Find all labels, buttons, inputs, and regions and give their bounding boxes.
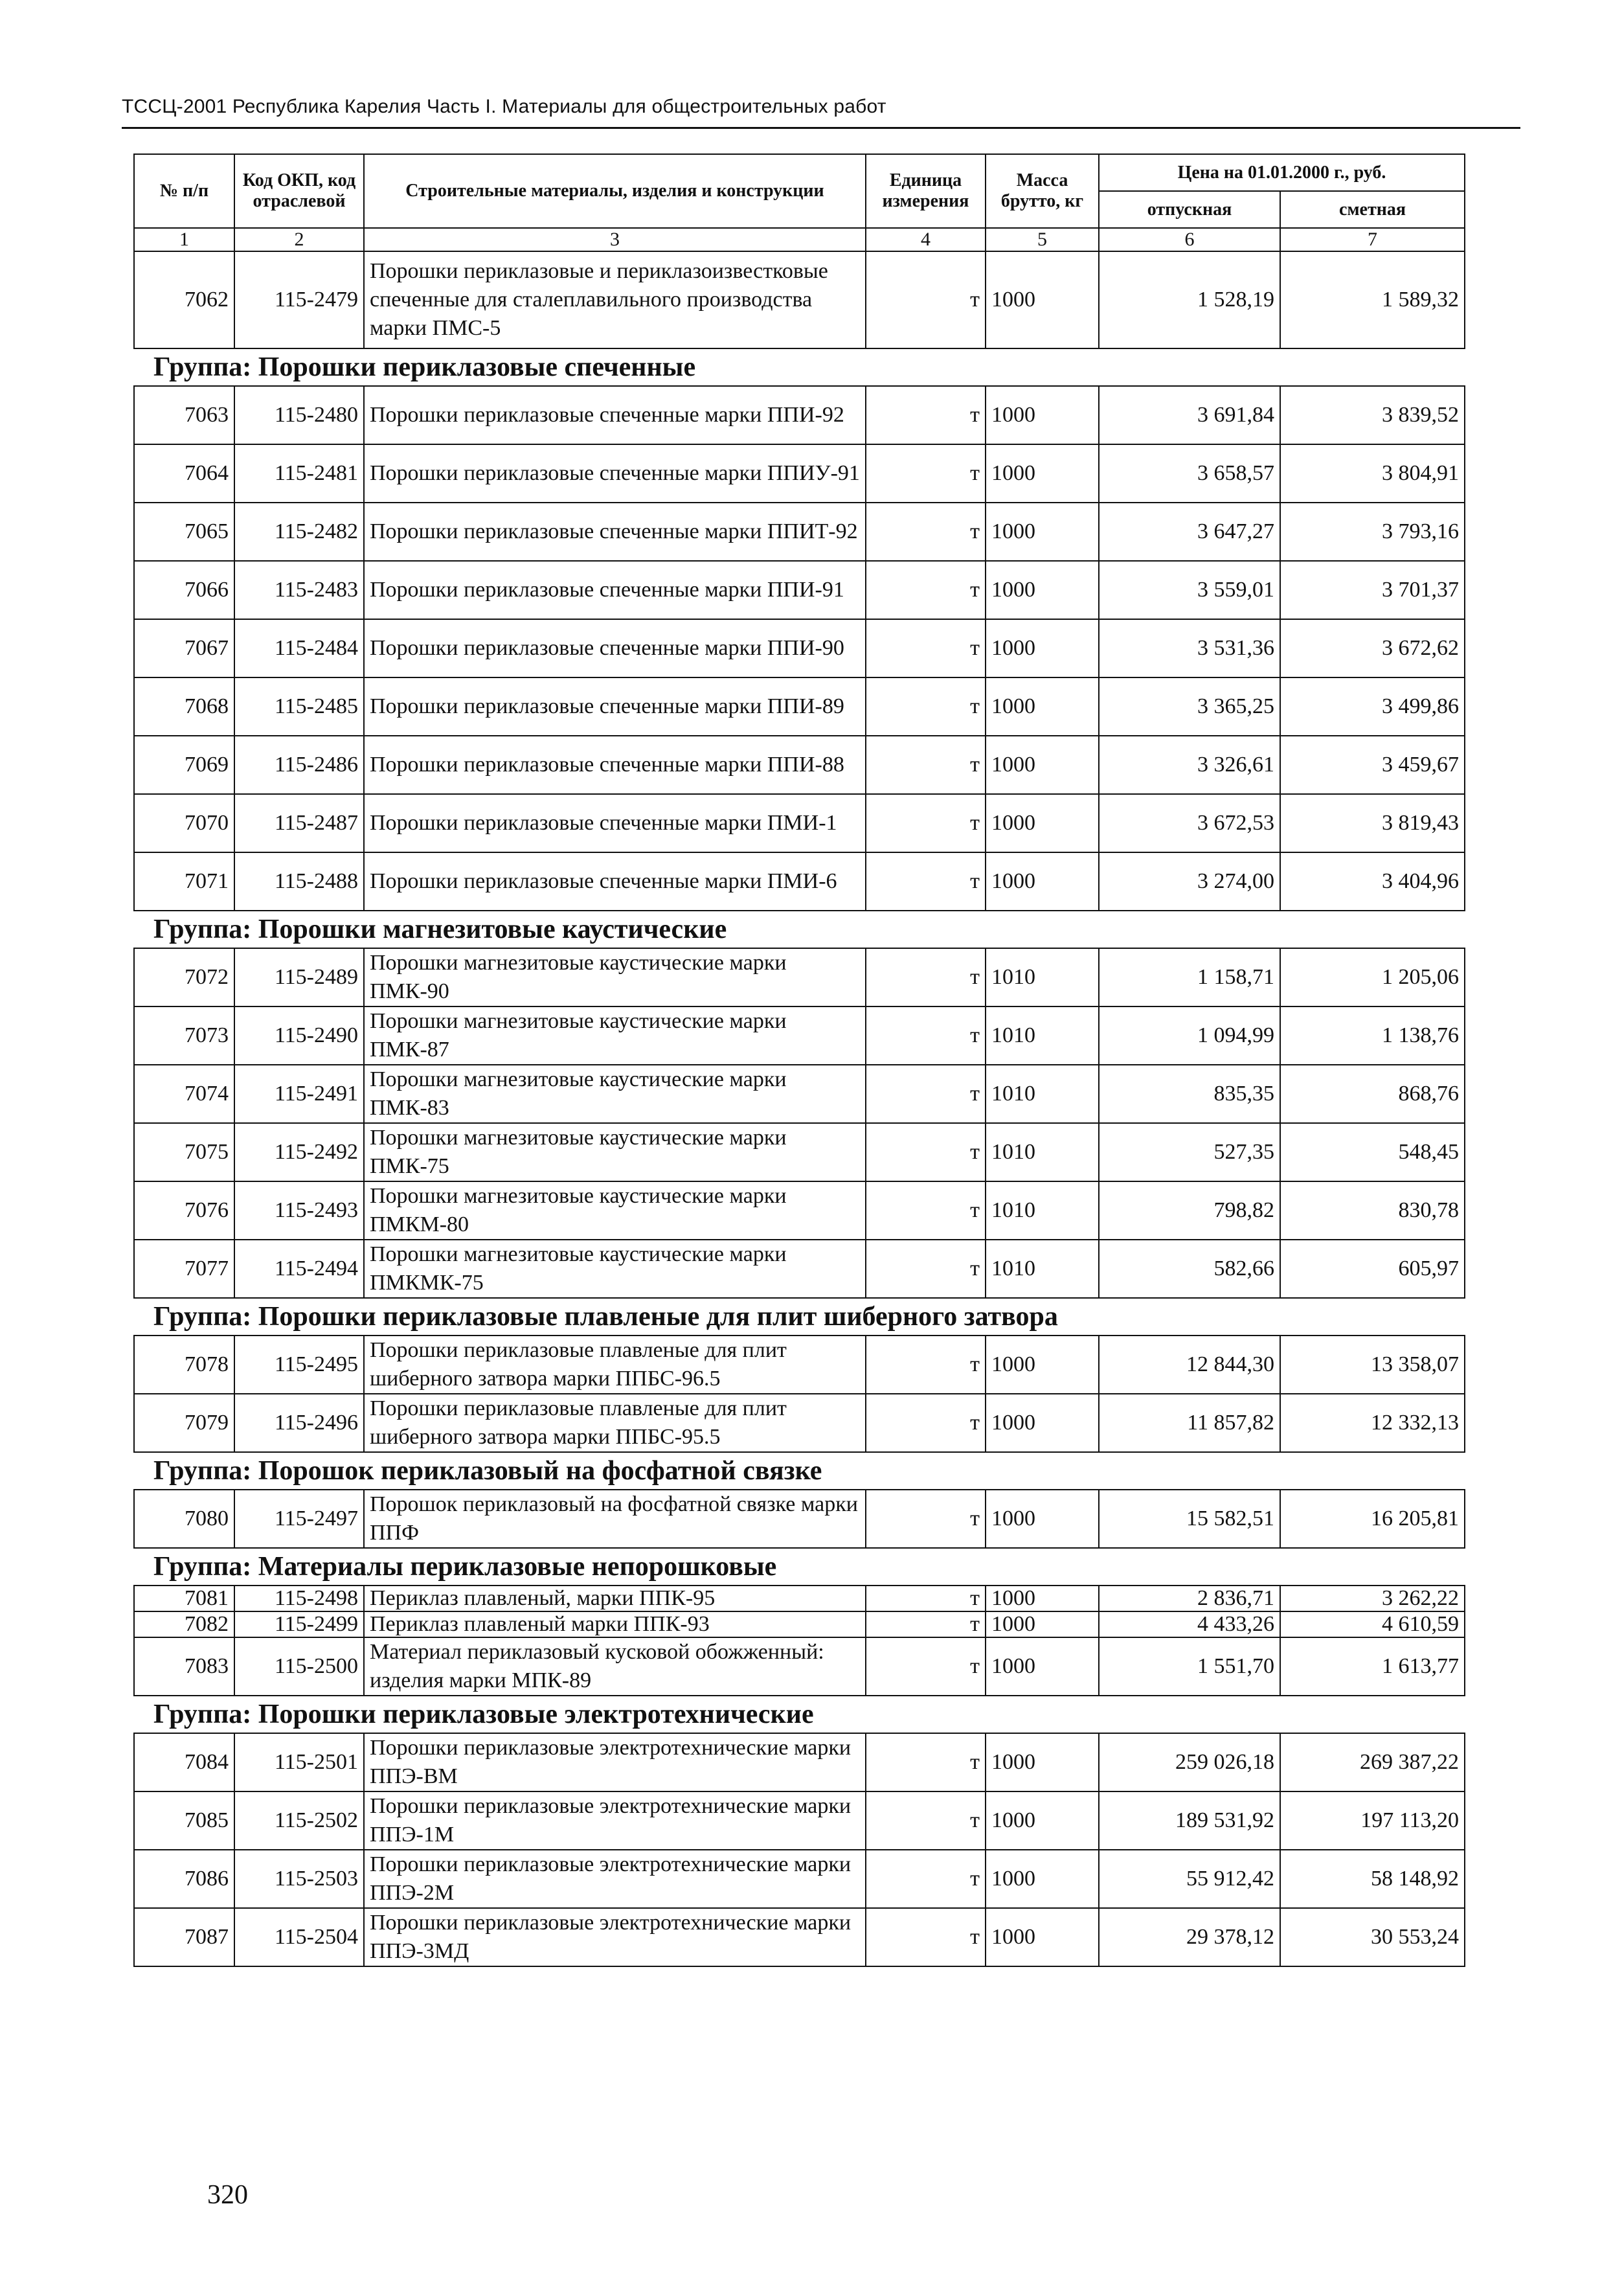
unit: т [866, 736, 986, 794]
gross-mass: 1000 [986, 619, 1099, 677]
gross-mass: 1000 [986, 1791, 1099, 1850]
header-name: Строительные материалы, изделия и конструкции [364, 154, 866, 228]
column-number: 5 [986, 228, 1099, 251]
okp-code: 115-2494 [234, 1240, 364, 1298]
gross-mass: 1000 [986, 444, 1099, 503]
column-number: 2 [234, 228, 364, 251]
price-release: 3 559,01 [1099, 561, 1280, 619]
price-release: 1 551,70 [1099, 1637, 1280, 1696]
price-estimate: 13 358,07 [1280, 1336, 1465, 1394]
okp-code: 115-2497 [234, 1490, 364, 1548]
okp-code: 115-2491 [234, 1065, 364, 1123]
price-release: 4 433,26 [1099, 1611, 1280, 1637]
okp-code: 115-2484 [234, 619, 364, 677]
row-number: 7069 [134, 736, 234, 794]
table-row [134, 1791, 1465, 1850]
column-number: 3 [364, 228, 866, 251]
price-estimate: 3 701,37 [1280, 561, 1465, 619]
row-number: 7075 [134, 1123, 234, 1181]
price-release: 3 647,27 [1099, 503, 1280, 561]
material-name: Порошки периклазовые спеченные марки ППИ-88 [364, 736, 866, 794]
gross-mass: 1000 [986, 852, 1099, 911]
row-number: 7064 [134, 444, 234, 503]
row-number: 7065 [134, 503, 234, 561]
table-row [134, 1637, 1465, 1696]
row-number: 7062 [134, 251, 234, 348]
group-row [134, 1452, 1465, 1490]
header-rule [122, 127, 1520, 129]
price-estimate: 548,45 [1280, 1123, 1465, 1181]
price-estimate: 605,97 [1280, 1240, 1465, 1298]
table-row [134, 561, 1465, 619]
material-name: Порошки периклазовые плавленые для плит шиберного затвора марки ППБС-95.5 [364, 1394, 866, 1452]
table-row [134, 1490, 1465, 1548]
unit: т [866, 1637, 986, 1696]
gross-mass: 1000 [986, 794, 1099, 852]
price-estimate: 1 613,77 [1280, 1637, 1465, 1696]
group-title: Группа: Порошки периклазовые плавленые для плит шиберного затвора [134, 1298, 1465, 1336]
table-row [134, 1611, 1465, 1637]
price-estimate: 1 205,06 [1280, 948, 1465, 1006]
unit: т [866, 561, 986, 619]
table-row [134, 1006, 1465, 1065]
row-number: 7080 [134, 1490, 234, 1548]
okp-code: 115-2492 [234, 1123, 364, 1181]
gross-mass: 1010 [986, 1181, 1099, 1240]
unit: т [866, 1394, 986, 1452]
table-row [134, 1065, 1465, 1123]
price-estimate: 3 804,91 [1280, 444, 1465, 503]
okp-code: 115-2489 [234, 948, 364, 1006]
table-row [134, 1394, 1465, 1452]
okp-code: 115-2480 [234, 386, 364, 444]
unit: т [866, 1240, 986, 1298]
page-number: 320 [207, 2180, 248, 2210]
table-row [134, 736, 1465, 794]
unit: т [866, 948, 986, 1006]
price-release: 189 531,92 [1099, 1791, 1280, 1850]
header-okp: Код ОКП, код отраслевой [234, 154, 364, 228]
header-mass: Масса брутто, кг [986, 154, 1099, 228]
price-estimate: 3 262,22 [1280, 1586, 1465, 1611]
price-release: 3 531,36 [1099, 619, 1280, 677]
group-title: Группа: Порошки периклазовые электротехнические [134, 1696, 1465, 1733]
unit: т [866, 852, 986, 911]
unit: т [866, 794, 986, 852]
gross-mass: 1000 [986, 251, 1099, 348]
gross-mass: 1000 [986, 1490, 1099, 1548]
gross-mass: 1000 [986, 736, 1099, 794]
okp-code: 115-2500 [234, 1637, 364, 1696]
unit: т [866, 444, 986, 503]
okp-code: 115-2485 [234, 677, 364, 736]
header-no: № п/п [134, 154, 234, 228]
row-number: 7072 [134, 948, 234, 1006]
price-release: 2 836,71 [1099, 1586, 1280, 1611]
gross-mass: 1010 [986, 1123, 1099, 1181]
table-row [134, 1733, 1465, 1791]
unit: т [866, 1065, 986, 1123]
table-row [134, 1123, 1465, 1181]
unit: т [866, 1336, 986, 1394]
row-number: 7076 [134, 1181, 234, 1240]
row-number: 7082 [134, 1611, 234, 1637]
price-estimate: 16 205,81 [1280, 1490, 1465, 1548]
price-release: 3 691,84 [1099, 386, 1280, 444]
price-release: 3 658,57 [1099, 444, 1280, 503]
table-row [134, 1240, 1465, 1298]
material-name: Порошки периклазовые спеченные марки ППИ-92 [364, 386, 866, 444]
price-estimate: 3 793,16 [1280, 503, 1465, 561]
table-row [134, 1181, 1465, 1240]
price-estimate: 30 553,24 [1280, 1908, 1465, 1966]
price-release: 582,66 [1099, 1240, 1280, 1298]
price-release: 1 158,71 [1099, 948, 1280, 1006]
material-name: Порошки периклазовые электротехнические марки ППЭ-ВМ [364, 1733, 866, 1791]
running-header: ТССЦ-2001 Республика Карелия Часть I. Материалы для общестроительных работ [122, 96, 886, 117]
row-number: 7066 [134, 561, 234, 619]
material-name: Порошки периклазовые спеченные марки ППИ-91 [364, 561, 866, 619]
gross-mass: 1010 [986, 1065, 1099, 1123]
okp-code: 115-2503 [234, 1850, 364, 1908]
okp-code: 115-2486 [234, 736, 364, 794]
okp-code: 115-2501 [234, 1733, 364, 1791]
price-estimate: 197 113,20 [1280, 1791, 1465, 1850]
price-estimate: 830,78 [1280, 1181, 1465, 1240]
row-number: 7083 [134, 1637, 234, 1696]
table-row [134, 1908, 1465, 1966]
table-body [134, 251, 1465, 1966]
okp-code: 115-2490 [234, 1006, 364, 1065]
group-row [134, 911, 1465, 948]
gross-mass: 1000 [986, 1733, 1099, 1791]
price-estimate: 3 839,52 [1280, 386, 1465, 444]
column-number: 1 [134, 228, 234, 251]
material-name: Порошки магнезитовые каустические марки ПМК-90 [364, 948, 866, 1006]
group-title: Группа: Материалы периклазовые непорошковые [134, 1548, 1465, 1586]
material-name: Порошки периклазовые спеченные марки ПМИ-1 [364, 794, 866, 852]
table-row [134, 503, 1465, 561]
table-row [134, 677, 1465, 736]
unit: т [866, 1850, 986, 1908]
unit: т [866, 251, 986, 348]
row-number: 7073 [134, 1006, 234, 1065]
gross-mass: 1010 [986, 948, 1099, 1006]
group-row [134, 1696, 1465, 1733]
unit: т [866, 1611, 986, 1637]
okp-code: 115-2483 [234, 561, 364, 619]
material-name: Порошок периклазовый на фосфатной связке марки ППФ [364, 1490, 866, 1548]
price-release: 55 912,42 [1099, 1850, 1280, 1908]
row-number: 7085 [134, 1791, 234, 1850]
okp-code: 115-2488 [234, 852, 364, 911]
material-name: Порошки периклазовые плавленые для плит шиберного затвора марки ППБС-96.5 [364, 1336, 866, 1394]
table-row [134, 852, 1465, 911]
material-name: Порошки периклазовые электротехнические марки ППЭ-3МД [364, 1908, 866, 1966]
material-name: Порошки магнезитовые каустические марки ПМК-83 [364, 1065, 866, 1123]
price-estimate: 3 499,86 [1280, 677, 1465, 736]
gross-mass: 1000 [986, 1637, 1099, 1696]
price-estimate: 4 610,59 [1280, 1611, 1465, 1637]
material-name: Периклаз плавленый марки ППК-93 [364, 1611, 866, 1637]
gross-mass: 1000 [986, 1611, 1099, 1637]
price-estimate: 269 387,22 [1280, 1733, 1465, 1791]
unit: т [866, 1123, 986, 1181]
table-row [134, 619, 1465, 677]
group-row [134, 348, 1465, 386]
material-name: Порошки периклазовые и периклазоизвестковые спеченные для сталеплавильного производства марки ПМС-5 [364, 251, 866, 348]
price-estimate: 868,76 [1280, 1065, 1465, 1123]
column-number: 6 [1099, 228, 1280, 251]
price-estimate: 12 332,13 [1280, 1394, 1465, 1452]
okp-code: 115-2504 [234, 1908, 364, 1966]
table-row [134, 794, 1465, 852]
price-release: 1 094,99 [1099, 1006, 1280, 1065]
unit: т [866, 1586, 986, 1611]
material-name: Порошки периклазовые спеченные марки ППИУ-91 [364, 444, 866, 503]
price-estimate: 1 138,76 [1280, 1006, 1465, 1065]
unit: т [866, 1490, 986, 1548]
price-table [133, 153, 1465, 1967]
price-estimate: 3 672,62 [1280, 619, 1465, 677]
header-price-estimate: сметная [1280, 191, 1465, 228]
gross-mass: 1000 [986, 1394, 1099, 1452]
row-number: 7079 [134, 1394, 234, 1452]
price-release: 15 582,51 [1099, 1490, 1280, 1548]
material-name: Порошки периклазовые электротехнические марки ППЭ-2М [364, 1850, 866, 1908]
material-name: Порошки периклазовые спеченные марки ППИ-89 [364, 677, 866, 736]
row-number: 7077 [134, 1240, 234, 1298]
okp-code: 115-2498 [234, 1586, 364, 1611]
header-price-release: отпускная [1099, 191, 1280, 228]
okp-code: 115-2493 [234, 1181, 364, 1240]
unit: т [866, 1733, 986, 1791]
gross-mass: 1000 [986, 1336, 1099, 1394]
price-release: 3 365,25 [1099, 677, 1280, 736]
gross-mass: 1000 [986, 561, 1099, 619]
table-row [134, 948, 1465, 1006]
row-number: 7074 [134, 1065, 234, 1123]
row-number: 7067 [134, 619, 234, 677]
table-row [134, 1586, 1465, 1611]
unit: т [866, 619, 986, 677]
table-row [134, 251, 1465, 348]
gross-mass: 1000 [986, 503, 1099, 561]
price-estimate: 58 148,92 [1280, 1850, 1465, 1908]
price-estimate: 3 819,43 [1280, 794, 1465, 852]
material-name: Порошки периклазовые спеченные марки ППИ-90 [364, 619, 866, 677]
price-release: 3 326,61 [1099, 736, 1280, 794]
price-release: 3 274,00 [1099, 852, 1280, 911]
material-name: Порошки магнезитовые каустические марки ПМК-87 [364, 1006, 866, 1065]
group-title: Группа: Порошок периклазовый на фосфатной связке [134, 1452, 1465, 1490]
gross-mass: 1010 [986, 1006, 1099, 1065]
okp-code: 115-2499 [234, 1611, 364, 1637]
unit: т [866, 1908, 986, 1966]
material-name: Порошки периклазовые электротехнические марки ППЭ-1М [364, 1791, 866, 1850]
material-name: Периклаз плавленый, марки ППК-95 [364, 1586, 866, 1611]
okp-code: 115-2495 [234, 1336, 364, 1394]
column-number: 4 [866, 228, 986, 251]
row-number: 7081 [134, 1586, 234, 1611]
material-name: Порошки магнезитовые каустические марки ПМКМ-80 [364, 1181, 866, 1240]
row-number: 7071 [134, 852, 234, 911]
price-release: 798,82 [1099, 1181, 1280, 1240]
group-row [134, 1298, 1465, 1336]
unit: т [866, 1006, 986, 1065]
price-release: 29 378,12 [1099, 1908, 1280, 1966]
price-release: 3 672,53 [1099, 794, 1280, 852]
price-release: 11 857,82 [1099, 1394, 1280, 1452]
header-unit: Единица измерения [866, 154, 986, 228]
material-name: Порошки периклазовые спеченные марки ПМИ-6 [364, 852, 866, 911]
unit: т [866, 677, 986, 736]
column-number: 7 [1280, 228, 1465, 251]
group-title: Группа: Порошки магнезитовые каустические [134, 911, 1465, 948]
unit: т [866, 1791, 986, 1850]
price-estimate: 3 459,67 [1280, 736, 1465, 794]
price-release: 835,35 [1099, 1065, 1280, 1123]
price-release: 527,35 [1099, 1123, 1280, 1181]
okp-code: 115-2487 [234, 794, 364, 852]
gross-mass: 1000 [986, 1850, 1099, 1908]
table-row [134, 386, 1465, 444]
row-number: 7084 [134, 1733, 234, 1791]
unit: т [866, 1181, 986, 1240]
row-number: 7070 [134, 794, 234, 852]
okp-code: 115-2502 [234, 1791, 364, 1850]
price-release: 1 528,19 [1099, 251, 1280, 348]
gross-mass: 1000 [986, 677, 1099, 736]
okp-code: 115-2482 [234, 503, 364, 561]
price-release: 259 026,18 [1099, 1733, 1280, 1791]
okp-code: 115-2496 [234, 1394, 364, 1452]
price-estimate: 1 589,32 [1280, 251, 1465, 348]
gross-mass: 1000 [986, 1908, 1099, 1966]
group-row [134, 1548, 1465, 1586]
price-release: 12 844,30 [1099, 1336, 1280, 1394]
gross-mass: 1000 [986, 1586, 1099, 1611]
table-row [134, 444, 1465, 503]
material-name: Порошки магнезитовые каустические марки ПМКМК-75 [364, 1240, 866, 1298]
group-title: Группа: Порошки периклазовые спеченные [134, 348, 1465, 386]
table-row [134, 1850, 1465, 1908]
unit: т [866, 503, 986, 561]
header-price-group: Цена на 01.01.2000 г., руб. [1099, 154, 1465, 191]
unit: т [866, 386, 986, 444]
gross-mass: 1000 [986, 386, 1099, 444]
row-number: 7087 [134, 1908, 234, 1966]
material-name: Порошки магнезитовые каустические марки ПМК-75 [364, 1123, 866, 1181]
column-number-row [134, 228, 1465, 251]
material-name: Материал периклазовый кусковой обожженный: изделия марки МПК-89 [364, 1637, 866, 1696]
gross-mass: 1010 [986, 1240, 1099, 1298]
row-number: 7078 [134, 1336, 234, 1394]
price-estimate: 3 404,96 [1280, 852, 1465, 911]
row-number: 7086 [134, 1850, 234, 1908]
row-number: 7063 [134, 386, 234, 444]
table-row [134, 1336, 1465, 1394]
okp-code: 115-2479 [234, 251, 364, 348]
row-number: 7068 [134, 677, 234, 736]
material-name: Порошки периклазовые спеченные марки ППИТ-92 [364, 503, 866, 561]
okp-code: 115-2481 [234, 444, 364, 503]
